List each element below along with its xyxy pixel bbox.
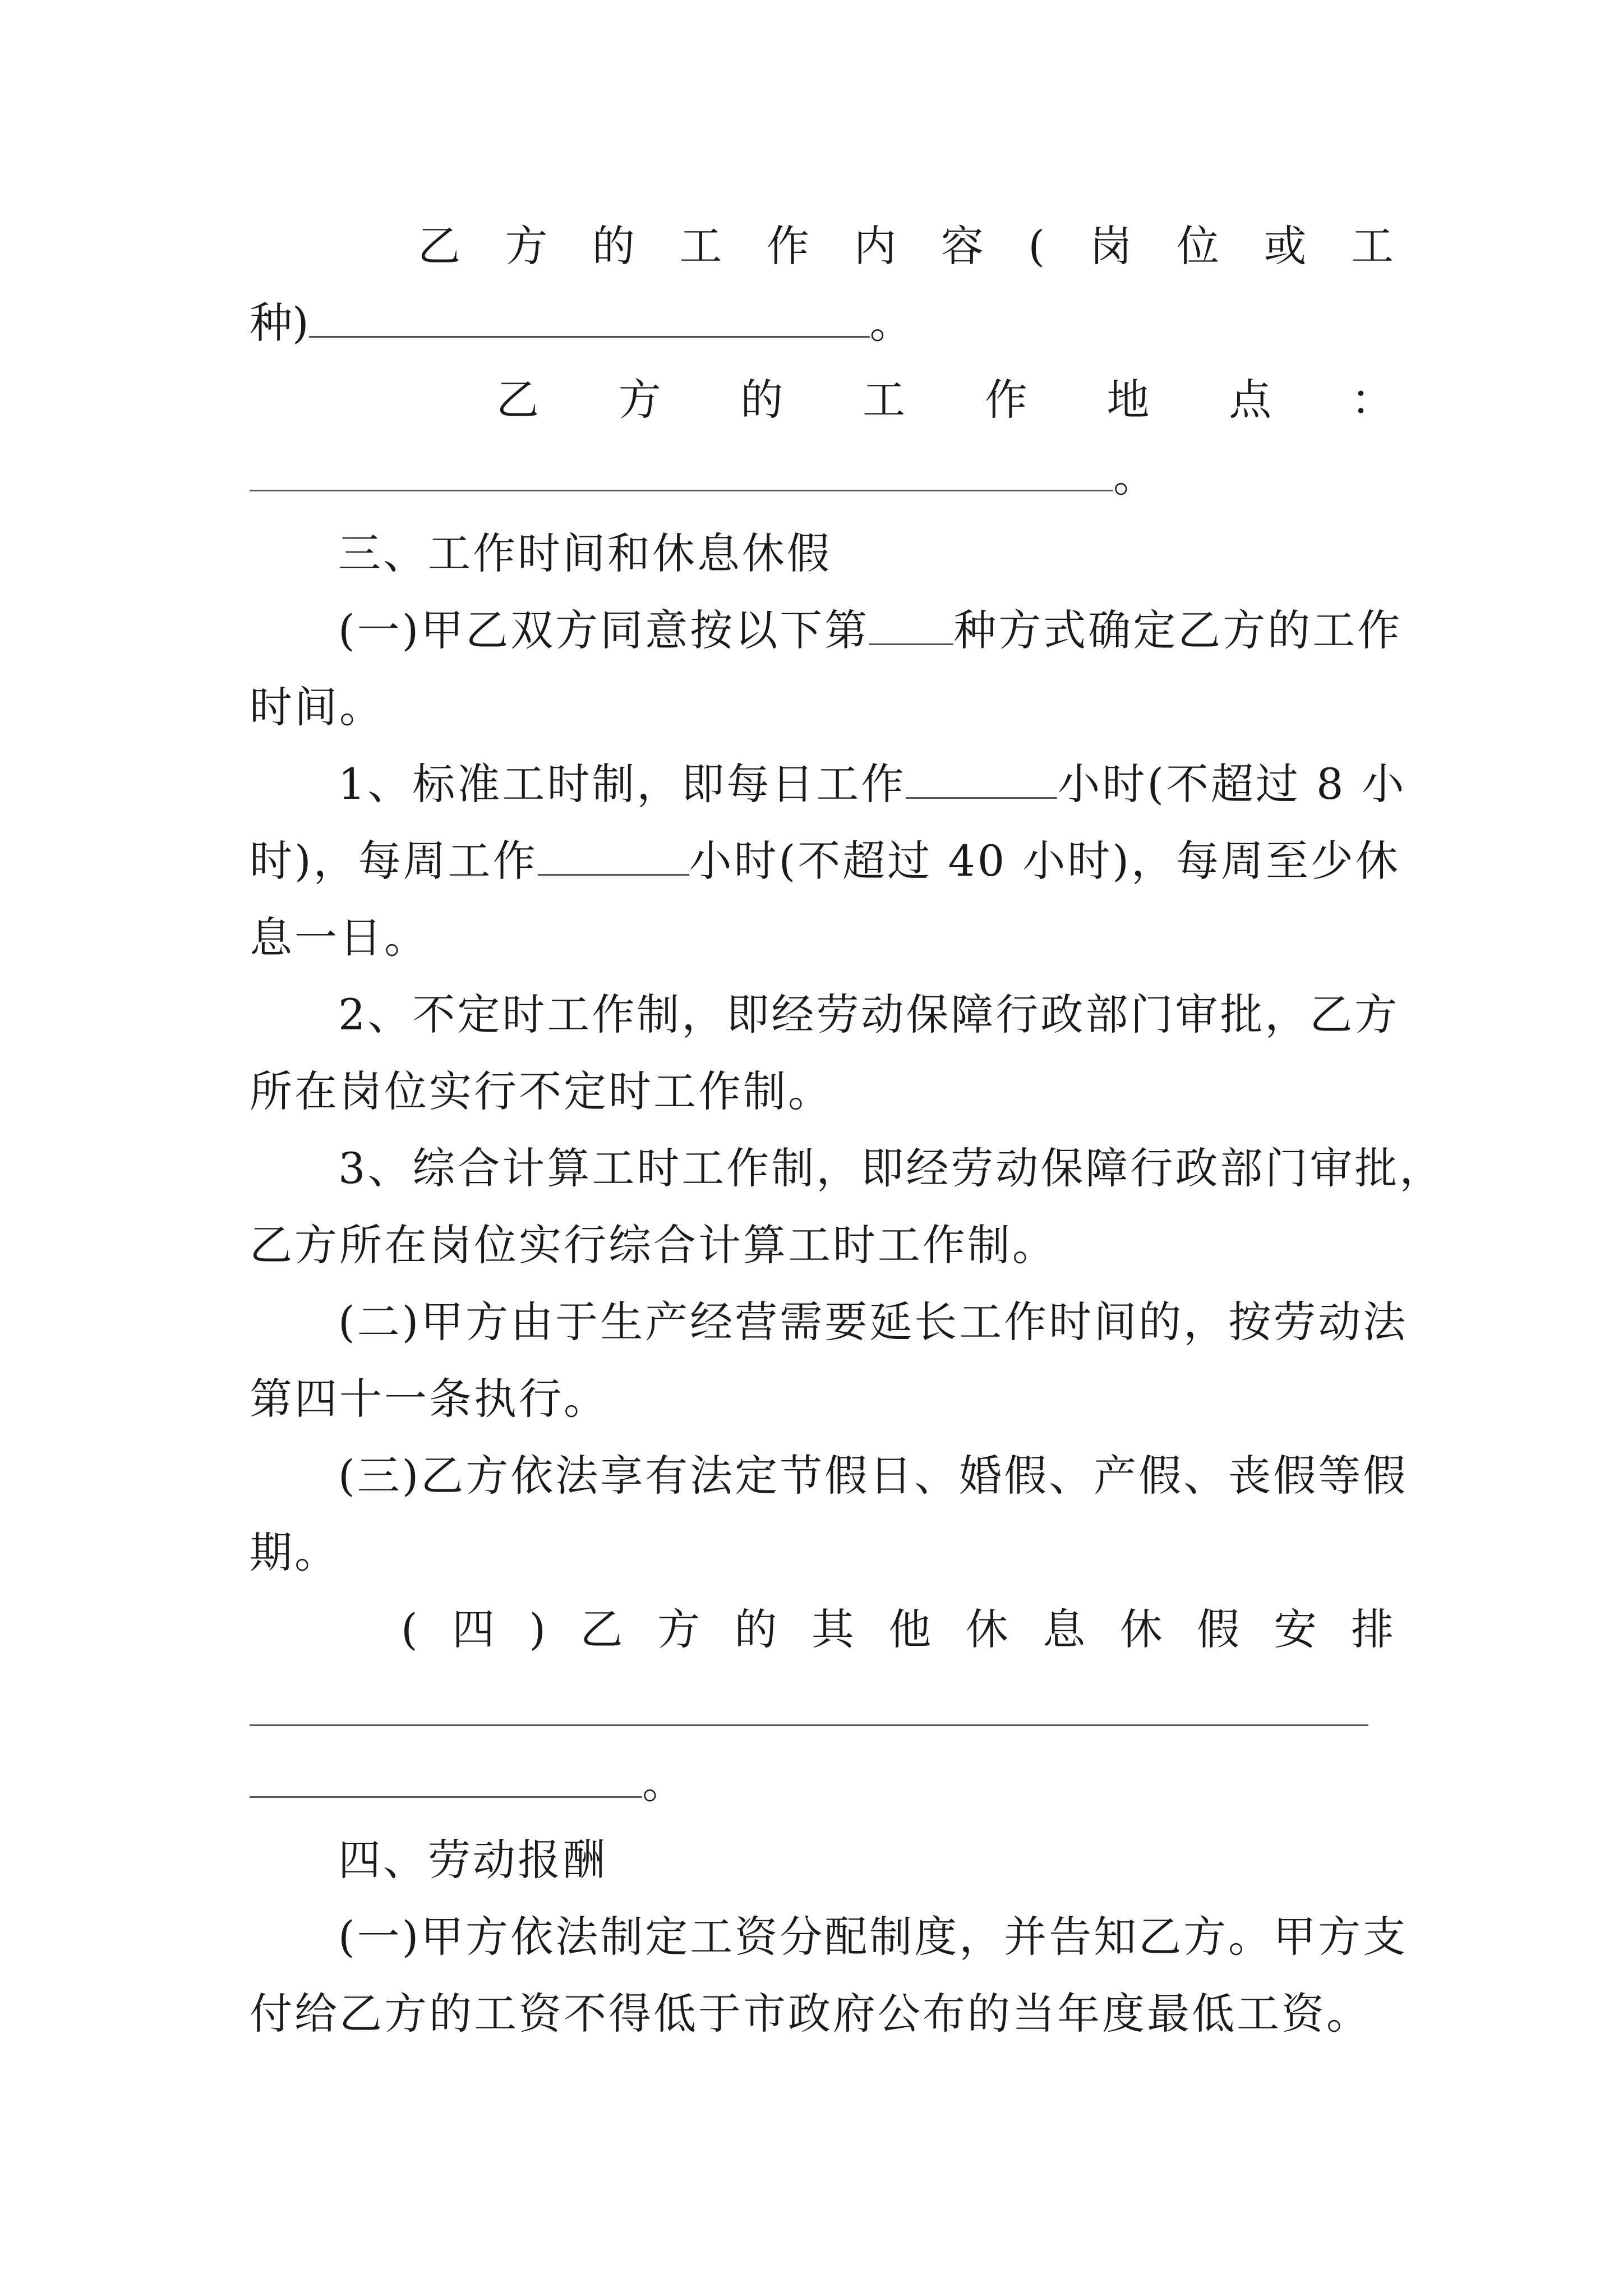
section-heading-three: 三、工作时间和休息休假 (338, 528, 832, 578)
spaced-char: 四 (452, 1604, 495, 1654)
document-page (250, 208, 1445, 2052)
spaced-char: ) (529, 1604, 546, 1654)
spaced-char: 他 (888, 1604, 932, 1654)
paragraph-line: (三)乙方依法享有法定节假日、婚假、产假、丧假等假 (338, 1451, 1408, 1501)
spaced-char: 乙 (580, 1604, 623, 1654)
paragraph-line: (二)甲方由于生产经营需要延长工作时间的，按劳动法 (338, 1297, 1408, 1347)
spaced-char: 的 (592, 221, 635, 271)
work-content-blank-line (250, 284, 1394, 361)
spaced-char: 其 (811, 1604, 854, 1654)
paragraph-line: 2、不定时工作制，即经劳动保障行政部门审批，乙方 (338, 990, 1400, 1039)
spaced-char: 息 (1043, 1604, 1086, 1654)
other-leave-blank[interactable] (250, 1724, 1368, 1726)
daily-hours-blank[interactable] (906, 759, 1057, 799)
spaced-char: 容 (940, 221, 984, 271)
spaced-char: ( (401, 1604, 418, 1654)
spaced-char: 排 (1351, 1604, 1394, 1654)
spaced-char: 乙 (496, 375, 539, 425)
work-location-blank-line (250, 438, 1394, 515)
spaced-char: ( (1028, 221, 1045, 271)
other-leave-line (250, 1591, 1394, 1668)
period: 。 (1113, 452, 1156, 501)
paragraph-line: 付给乙方的工资不得低于市政府公布的当年度最低工资。 (250, 1989, 1371, 2039)
paragraph-line: 乙方所在岗位实行综合计算工时工作制。 (250, 1220, 1057, 1270)
paragraph-line: 息一日。 (250, 913, 429, 963)
other-leave-blank-line-2 (250, 1745, 1394, 1821)
paragraph-line: 3、综合计算工时工作制，即经劳动保障行政部门审批， (338, 1143, 1445, 1193)
period: 。 (642, 1758, 685, 1808)
spaced-char: 位 (1177, 221, 1220, 271)
other-leave-label (250, 1591, 1394, 1668)
work-content-blank[interactable] (309, 298, 870, 338)
text-span: 时)，每周工作 (250, 836, 538, 886)
text-span: 小时(不超过 40 小时)，每周至少休 (689, 836, 1400, 886)
method-number-blank[interactable] (869, 605, 953, 645)
text-span: 小时(不超过 8 小 (1057, 759, 1407, 809)
section-heading-four: 四、劳动报酬 (338, 1835, 607, 1885)
work-location-label (250, 361, 1394, 438)
paragraph-line: 所在岗位实行不定时工作制。 (250, 1066, 833, 1116)
period: 。 (869, 298, 912, 348)
spaced-char: 方 (618, 375, 661, 425)
spaced-char: 内 (854, 221, 897, 271)
spaced-char: 方 (505, 221, 548, 271)
paragraph-line (250, 592, 1403, 669)
other-leave-blank-line (250, 1668, 1394, 1745)
spaced-char: 或 (1264, 221, 1307, 271)
spaced-char: 休 (965, 1604, 1008, 1654)
spaced-char: 方 (657, 1604, 700, 1654)
text-span: 种方式确定乙方的工作 (953, 605, 1403, 655)
spaced-char: 的 (734, 1604, 777, 1654)
spaced-char: 安 (1274, 1604, 1317, 1654)
paragraph-line (250, 746, 1407, 822)
spaced-char: 岗 (1089, 221, 1132, 271)
paragraph-line (250, 822, 1400, 899)
paragraph-line: 时间。 (250, 682, 384, 732)
paragraph-line: 期。 (250, 1527, 339, 1577)
spaced-char: 休 (1119, 1604, 1163, 1654)
text-span: (一)甲乙双方同意按以下第 (338, 605, 870, 655)
spaced-char: 的 (740, 375, 783, 425)
spaced-char: 点 (1229, 375, 1272, 425)
work-location-blank[interactable] (250, 452, 1113, 491)
text-span: 1、标准工时制，即每日工作 (338, 759, 906, 809)
paragraph-line: 第四十一条执行。 (250, 1374, 608, 1424)
spaced-char: 地 (1106, 375, 1150, 425)
spaced-char: 假 (1197, 1604, 1240, 1654)
spaced-char: 乙 (418, 221, 460, 271)
spaced-char: 工 (863, 375, 906, 425)
other-leave-blank-2[interactable] (250, 1758, 642, 1798)
work-content-label (250, 208, 1394, 284)
weekly-hours-blank[interactable] (538, 836, 689, 876)
spaced-char: ： (1350, 375, 1394, 425)
work-type-prefix: 种) (250, 298, 309, 348)
spaced-char: 作 (766, 221, 809, 271)
spaced-char: 工 (1350, 221, 1394, 271)
paragraph-line: (一)甲方依法制定工资分配制度，并告知乙方。甲方支 (338, 1912, 1408, 1962)
work-location-line (250, 361, 1394, 438)
spaced-char: 工 (679, 221, 722, 271)
spaced-char: 作 (984, 375, 1027, 425)
work-content-line (250, 208, 1394, 284)
